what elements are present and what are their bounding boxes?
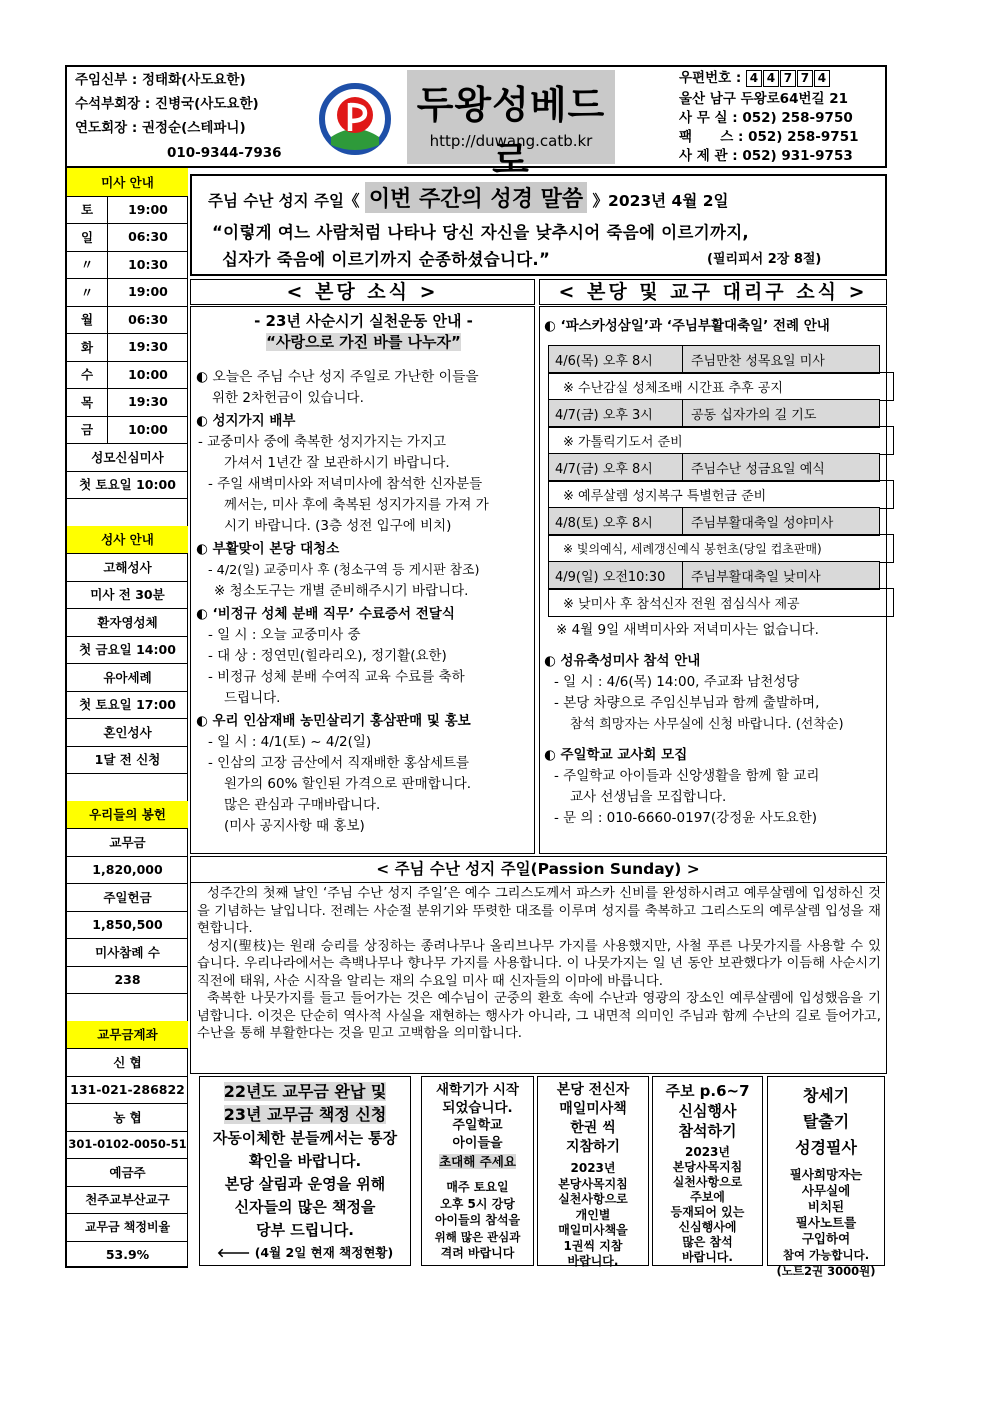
mass-row: 〃 19:00: [67, 278, 188, 307]
sunday-offering-label: 주일헌금: [67, 883, 188, 912]
passion-sunday-header: < 주님 수난 성지 주일(Passion Sunday) >: [191, 857, 885, 883]
parish-fee-label: 교무금: [67, 828, 188, 857]
mass-row: 일 06:30: [67, 223, 188, 252]
address: 울산 남구 두왕로64번길 21: [679, 91, 849, 107]
paragraph: 성지(聖枝)는 원래 승리를 상징하는 종려나무나 올리브나무 가지를 사용했지만, 사철 푸른 나뭇가지를 사용할 수 있습니다. 우리나라에서는 측백나무나 향나무 가지를 사용합니다. 이 나뭇가지는 일 년 동안 보관했다가 이듬해 사순시기 직전에 태워, 사순 시작을 알리는 재의 수요일 미사 때 신자들의 이마에 바릅니다.: [197, 938, 881, 989]
bank-name: 농 협: [67, 1103, 188, 1132]
schedule-row: 4/6(목) 오후 8시 주님만찬 성목요일 미사: [548, 345, 880, 374]
attendance-count: 238: [67, 966, 188, 995]
zip-code: 우편번호 : 4 4 7 7 4: [679, 68, 831, 88]
arrow-left-icon: 🡐: [216, 1245, 251, 1260]
paragraph: 성주간의 첫째 날인 ‘주님 수난 성지 주일’은 예수 그리스도께서 파스카 신비를 완성하시려고 예루살렘에 입성하신 것을 기념하는 날입니다. 전례는 사순절 분위기와 뚜렷한 대조를 이루며 성지를 축복하고 그리스도의 예루살렘 입성을 재현합니다.: [197, 886, 881, 936]
staff-district-leader: 연도회장 : 권정순(스테파니): [75, 120, 246, 136]
weekly-bible-word: [190, 174, 887, 276]
schedule-row: 4/8(토) 오후 8시 주님부활대축일 성야미사: [548, 507, 880, 536]
schedule-row: 4/9(일) 오전10:30 주님부활대축일 낮미사: [548, 561, 880, 590]
parish-news-body: - 23년 사순시기 실천운동 안내 - “사랑으로 가진 바를 나누자” ◐ 오늘은 주님 수난 성지 주일로 가난한 이들을 위한 2차헌금이 있습니다. ◐ 성지가지 배부 - 교중미사 중에 축복한 성지가지는 가지고 가셔서 1년간 잘 보관하시기 바랍니다. - 주일 새벽미사와 저녁미사에 참석한 신자분들 께서는, 미사 후에 축복된 성지가지를 가져 가 시기 바랍니다. (3층 성전 입구에 비치) ◐ 부활맞이 본당 대청소 - 4/2(일) 교중미사 후 (청소구역 등 게시판 참조) ※ 청소도구는 개별 준비해주시기 바랍니다. ◐ ‘비정규 성체 분배 직무’ 수료증서 전달식 - 일 시 : 오늘 교중미사 중 - 대 상 : 정연민(힐라리오), 정기활(요한) - 비정규 성체 분배 수여직 교육 수료를 축하 드립니다. ◐ 우리 인삼재배 농민살리기 홍삼판매 및 홍보 - 일 시 : 4/1(토) ~ 4/2(일) - 인삼의 고장 금산에서 직재배한 홍삼세트를 원가의 60% 할인된 가격으로 판매합니다. 많은 관심과 구매바랍니다. (미사 공지사항 때 홍보): [196, 311, 531, 837]
schedule-note: ※ 수난감실 성체조배 시간표 추후 공지: [548, 372, 894, 401]
bank-name: 신 협: [67, 1048, 188, 1077]
sunday-offering-amount: 1,850,500: [67, 911, 188, 940]
account-holder: 천주교부산교구: [67, 1186, 188, 1215]
sidebar-spacer: [67, 993, 188, 1022]
mass-row: 수 10:00: [67, 361, 188, 390]
campaign-title: - 23년 사순시기 실천운동 안내 -: [254, 312, 473, 330]
bible-word-title: 이번 주간의 성경 말씀: [365, 182, 587, 213]
mass-schedule-title: 미사 안내: [67, 168, 188, 197]
diocese-news-header: < 본당 및 교구 대리구 소식 >: [539, 279, 887, 305]
bible-transcription-notice: 창세기 탈출기 성경필사 필사희망자는 사무실에 비치된 필사노트를 구입하여 참여 가능합니다. (노트2권 3000원): [767, 1076, 885, 1266]
sunday-school-notice: 새학기가 시작 되었습니다. 주일학교 아이들을 초대해 주세요 매주 토요일 오후 5시 강당 아이들의 참석을 위해 많은 관심과 격려 바랍니다: [421, 1076, 534, 1266]
attendance-label: 미사참례 수: [67, 938, 188, 967]
confession-label: 고해성사: [67, 553, 188, 582]
marian-mass-time: 첫 토요일 10:00: [67, 471, 188, 500]
sidebar-spacer: [67, 498, 188, 527]
devotion-notice: 주보 p.6~7 신심행사 참석하기 2023년 본당사목지침 실천사항으로 주보에 등재되어 있는 신심행사에 많은 참석 바랍니다.: [652, 1076, 763, 1266]
liturgy-title: ◐ ‘파스카성삼일’과 ‘주님부활대축일’ 전례 안내: [544, 318, 830, 334]
news-item-title: ◐ ‘비정규 성체 분배 직무’ 수료증서 전달식: [196, 606, 455, 622]
schedule-note: ※ 빛의예식, 세례갱신예식 봉헌초(당일 컵초판매): [548, 534, 894, 563]
parish-fee-notice: 22년도 교무금 완납 및 23년 교무금 책정 신청 자동이체한 분들께서는 통장 확인을 바랍니다. 본당 살림과 운영을 위해 신자들의 많은 책정을 당부 드립니다. 🡐 (4월 2일 현재 책정현황): [199, 1076, 411, 1266]
sidebar-spacer: [67, 773, 188, 802]
mass-row: 토 19:00: [67, 196, 188, 225]
mass-row: 월 06:30: [67, 306, 188, 335]
news-item-title: ◐ 부활맞이 본당 대청소: [196, 541, 340, 557]
parish-logo-icon: [317, 81, 393, 157]
bible-heading: 주님 수난 성지 주일《 이번 주간의 성경 말씀 》2023년 4월 2일: [208, 182, 728, 213]
schedule-row: 4/7(금) 오후 3시 공동 십자가의 길 기도: [548, 399, 880, 428]
schedule-note: ※ 예루살렘 성지복구 특별헌금 준비: [548, 480, 894, 509]
fee-rate-label: 교무금 책정비율: [67, 1213, 188, 1242]
infant-baptism-time: 첫 토요일 17:00: [67, 691, 188, 720]
title-panel: [407, 70, 615, 182]
staff-pastor: 주임신부 : 정태화(사도요한): [75, 72, 246, 88]
passion-sunday-section: [190, 856, 887, 1074]
sick-communion-label: 환자영성체: [67, 608, 188, 637]
fax-number: 팩 스 : 052) 258-9751: [679, 129, 859, 145]
infant-baptism-label: 유아세례: [67, 663, 188, 692]
chrism-mass-title: ◐ 성유축성미사 참석 안내: [544, 653, 701, 669]
diocese-news-body: ※ 4월 9일 새벽미사와 저녁미사는 없습니다. ◐ 성유축성미사 참석 안내 - 일 시 : 4/6(목) 14:00, 주교좌 남천성당 - 본당 차량으로 주임신부님과 함께 출발하며, 참석 희망자는 사무실에 신청 바랍니다. (선착순) ◐ 주일학교 교사회 모집 - 주일학교 아이들과 신앙생활을 함께 할 교리 교사 선생님을 모집합니다. - 문 의 : 010-6660-0197(강정윤 사도요한): [544, 620, 882, 829]
offering-title: 우리들의 봉헌: [67, 801, 188, 830]
bible-quote-line: “이렇게 여느 사람처럼 나타나 당신 자신을 낮추시어 죽음에 이르기까지,: [212, 223, 749, 242]
parish-news-header: < 본당 소식 >: [190, 279, 535, 305]
fee-rate-value: 53.9%: [105, 1246, 150, 1262]
mass-row: 목 19:30: [67, 388, 188, 417]
mass-row: 〃 10:30: [67, 251, 188, 280]
parish-fee-amount: 1,820,000: [67, 856, 188, 885]
parish-title: 두왕성베드로: [416, 83, 606, 182]
paragraph: 축복한 나뭇가지를 들고 들어가는 것은 예수님이 군중의 환호 속에 수난과 영광의 장소인 예루살렘에 입성했음을 기념합니다. 이것은 단순히 역사적 사실을 재현하는 행사가 아니라, 그 내면적 의미인 주님과 함께 수난의 길로 들어가고, 수난을 통해 부활한다는 것을 믿고 고백함을 의미합니다.: [197, 991, 881, 1041]
sick-communion-time: 첫 금요일 14:00: [67, 636, 188, 665]
mass-row: 금 10:00: [67, 416, 188, 445]
daily-missal-notice: 본당 전신자 매일미사책 한권 씩 지참하기 2023년 본당사목지침 실천사항으로 개인별 매일미사책을 1권씩 지참 바랍니다.: [537, 1076, 649, 1266]
office-phone: 사 무 실 : 052) 258-9750: [679, 110, 853, 126]
staff-vice-president: 수석부회장 : 진병국(사도요한): [75, 96, 259, 112]
no-mass-note: ※ 4월 9일 새벽미사와 저녁미사는 없습니다.: [556, 622, 819, 638]
staff-phone: 010-9344-7936: [167, 145, 282, 161]
mass-row: 화 19:30: [67, 333, 188, 362]
bible-quote-line: 십자가 죽음에 이르기까지 순종하셨습니다.”: [222, 250, 551, 269]
passion-sunday-body: [197, 885, 881, 1043]
news-item-title: ◐ 우리 인삼재배 농민살리기 홍삼판매 및 홍보: [196, 713, 471, 729]
account-number: 301-0102-0050-51: [67, 1131, 188, 1160]
schedule-note: ※ 가톨릭기도서 준비: [548, 426, 894, 455]
marian-mass-label: 성모신심미사: [67, 443, 188, 472]
news-item-title: ◐ 성지가지 배부: [196, 413, 296, 429]
account-title: 교무금계좌: [67, 1021, 188, 1050]
sacrament-title: 성사 안내: [67, 526, 188, 555]
marriage-label: 혼인성사: [67, 718, 188, 747]
schedule-note: ※ 낮미사 후 참석신자 전원 점심식사 제공: [548, 588, 894, 617]
account-holder-label: 예금주: [67, 1158, 188, 1187]
teacher-recruit-title: ◐ 주일학교 교사회 모집: [544, 747, 688, 763]
marriage-time: 1달 전 신청: [67, 746, 188, 775]
campaign-slogan: “사랑으로 가진 바를 나누자”: [266, 333, 461, 351]
rectory-phone: 사 제 관 : 052) 931-9753: [679, 148, 853, 164]
sidebar: [65, 168, 188, 1268]
confession-time: 미사 전 30분: [67, 581, 188, 610]
news-item-title: ◐ 오늘은 주님 수난 성지 주일로 가난한 이들을: [196, 369, 479, 385]
bible-reference: (필리피서 2장 8절): [707, 252, 822, 267]
schedule-row: 4/7(금) 오후 8시 주님수난 성금요일 예식: [548, 453, 880, 482]
parish-url[interactable]: http://duwang.catb.kr: [429, 132, 593, 150]
account-number: 131-021-286822: [67, 1076, 188, 1105]
